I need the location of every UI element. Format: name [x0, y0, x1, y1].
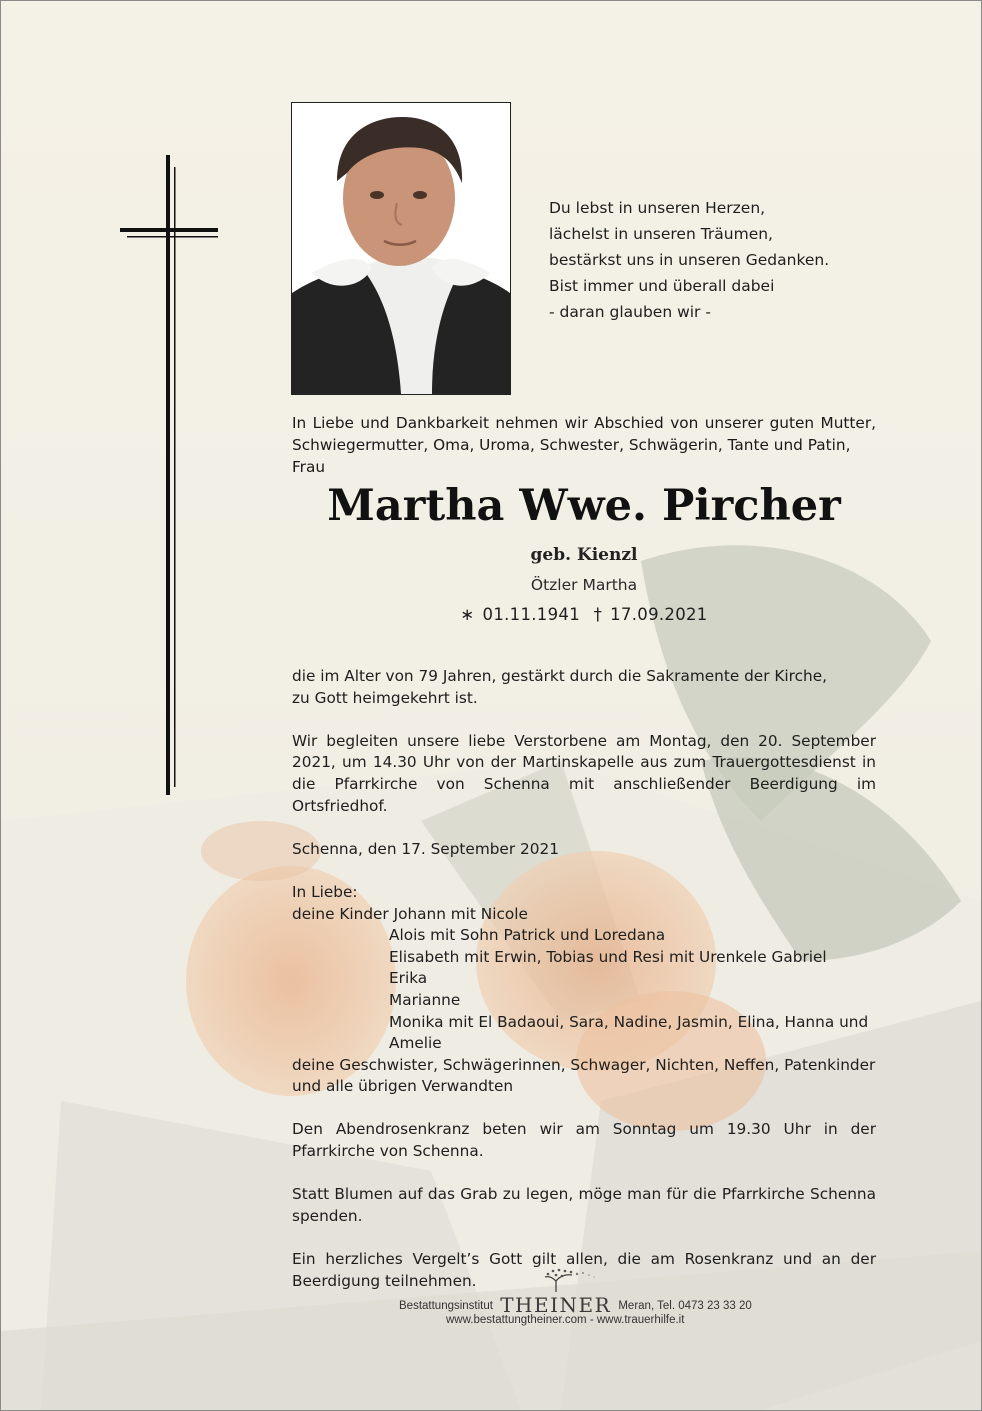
poem-line: Du lebst in unseren Herzen,	[549, 199, 766, 217]
funeral-paragraph: Wir begleiten unsere liebe Verstorbene am Montag, den 20. September 2021, um 14.30 Uhr von der Martinskapelle aus zum Trauergottesdienst in die Pfarrkirche von Schenna mit anschließender Beerdigung im Ortsfriedhof.	[292, 731, 876, 815]
thanks-paragraph: Ein herzliches Vergelt’s Gott gilt allen, die am Rosenkranz und an der Beerdigung teilnehmen.	[292, 1250, 876, 1290]
in-liebe-label: In Liebe:	[292, 882, 358, 901]
tree-logo-icon	[542, 1267, 598, 1293]
intro-line: In Liebe und Dankbarkeit nehmen wir Abschied von unserer guten Mutter,	[292, 414, 876, 432]
mourner-line: Erika	[389, 969, 428, 988]
poem-line: bestärkst uns in unseren Gedanken.	[549, 251, 830, 269]
obituary-body	[292, 666, 876, 1292]
poem-line: lächelst in unseren Träumen,	[549, 225, 773, 243]
deceased-name: Martha Wwe. Pircher	[327, 481, 841, 531]
age-line: die im Alter von 79 Jahren, gestärkt durch die Sakramente der Kirche,	[292, 667, 827, 685]
intro-text	[292, 412, 876, 478]
nickname: Ötzler Martha	[530, 576, 638, 594]
mourner-line: deine Kinder Johann mit Nicole	[292, 904, 528, 923]
age-line: zu Gott heimgekehrt ist.	[292, 688, 478, 707]
cross-icon	[1, 1, 231, 801]
footer-web-links[interactable]: www.bestattungtheiner.com - www.trauerhilfe.it	[446, 1314, 685, 1326]
footer-contact: Meran, Tel. 0473 23 33 20	[618, 1300, 752, 1312]
footer-prefix: Bestattungsinstitut	[399, 1300, 493, 1312]
death-symbol: †	[593, 605, 603, 624]
rosary-paragraph: Den Abendrosenkranz beten wir am Sonntag um 19.30 Uhr in der Pfarrkirche von Schenna.	[292, 1120, 876, 1161]
life-dates	[292, 605, 876, 624]
birth-symbol: ∗	[460, 605, 475, 624]
mourner-line: Amelie	[389, 1034, 442, 1053]
poem-line: Bist immer und überall dabei	[549, 277, 775, 295]
poem	[549, 195, 829, 325]
mourner-line: deine Geschwister, Schwägerinnen, Schwager, Nichten, Neffen, Patenkinder	[292, 1055, 876, 1074]
mourner-line: Monika mit El Badaoui, Sara, Nadine, Jasmin, Elina, Hanna und	[389, 1012, 869, 1031]
birth-date: 01.11.1941	[482, 605, 581, 624]
mourner-line: Elisabeth mit Erwin, Tobias und Resi mit Urenkele Gabriel	[389, 947, 827, 966]
flowers-paragraph: Statt Blumen auf das Grab zu legen, möge man für die Pfarrkirche Schenna spenden.	[292, 1185, 876, 1225]
mourner-line: Alois mit Sohn Patrick und Loredana	[389, 926, 666, 945]
poem-line: - daran glauben wir -	[549, 303, 711, 321]
death-date: 17.09.2021	[610, 605, 708, 624]
place-date: Schenna, den 17. September 2021	[292, 839, 559, 858]
portrait-photo	[291, 102, 511, 395]
funeral-home-logo: THEINER	[500, 1293, 612, 1317]
intro-line: Schwiegermutter, Oma, Uroma, Schwester, Schwägerin, Tante und Patin, Frau	[292, 436, 851, 476]
mourner-line: und alle übrigen Verwandten	[292, 1077, 514, 1096]
maiden-name: geb. Kienzl	[530, 545, 638, 565]
mourner-line: Marianne	[389, 990, 461, 1009]
